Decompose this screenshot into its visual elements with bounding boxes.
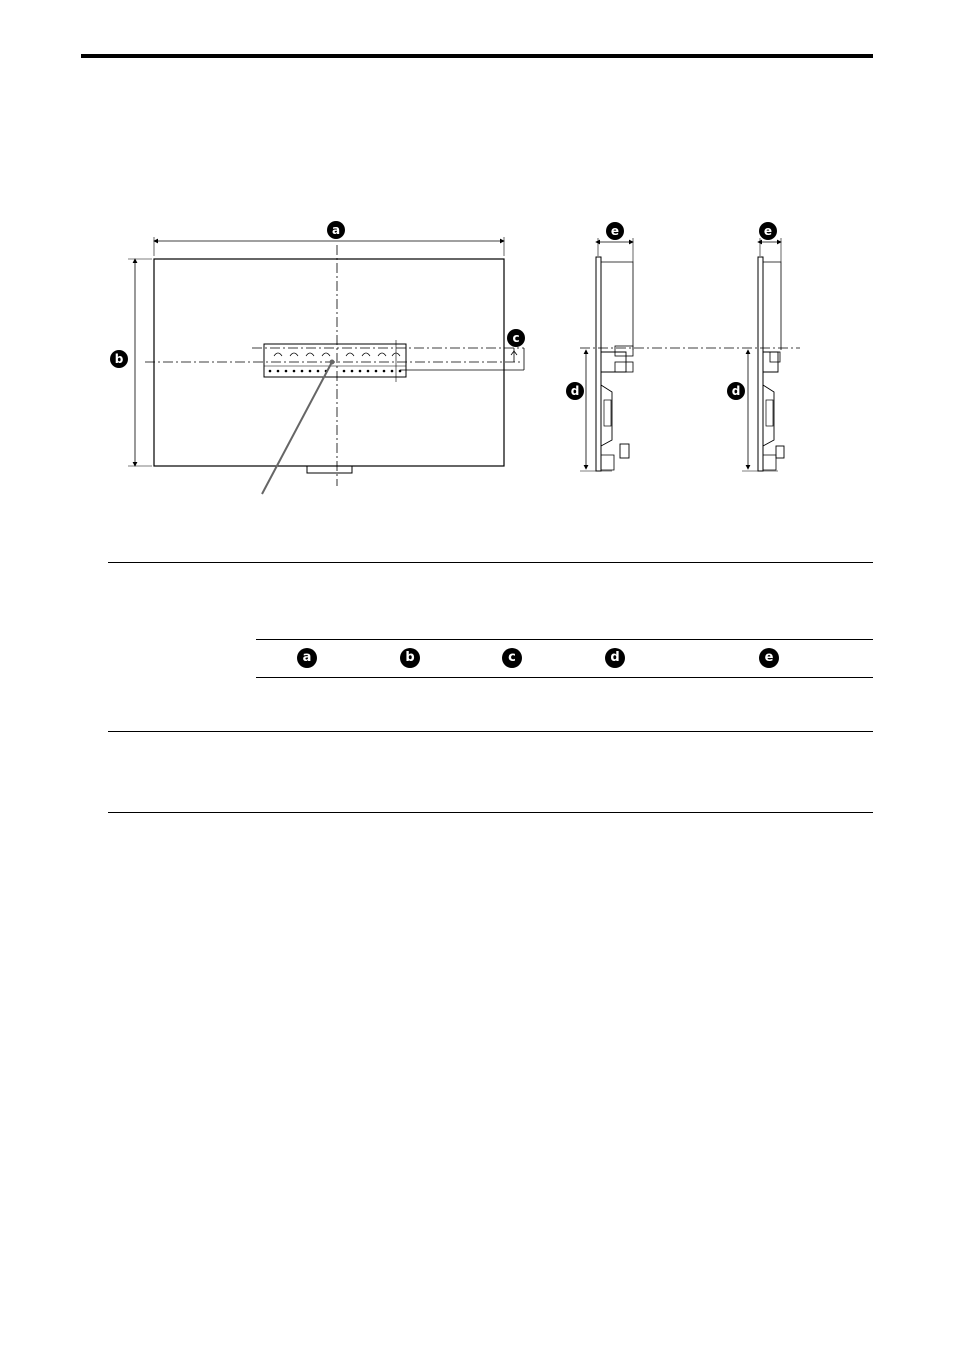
label-b [110,350,128,368]
table-bottom-rule [108,812,873,813]
dimension-table-header [256,640,872,676]
label-d-1 [566,382,584,400]
tv-side-view-2 [742,238,784,471]
tv-front-view [128,237,524,494]
table-header-bottom-rule [256,677,873,678]
wall-mount-dimension-diagram [0,0,954,520]
label-d-1-text: d [570,384,580,398]
label-d-2 [727,382,745,400]
table-mid-rule [108,731,873,732]
header-cell-a: a [297,648,317,668]
table-top-rule [108,562,873,563]
header-cell-d: d [605,648,625,668]
header-cell-e: e [759,648,779,668]
label-a-text: a [331,223,341,237]
header-cell-c: c [502,648,522,668]
label-e-1-text: e [610,224,620,238]
label-c-text: c [512,331,520,345]
label-b-text: b [114,352,124,366]
tv-side-view-1 [580,238,800,471]
label-d-2-text: d [731,384,741,398]
label-c [507,329,525,347]
label-a [327,221,345,239]
label-e-2 [759,222,777,240]
label-e-1 [606,222,624,240]
wall-mount-bracket [264,340,406,382]
header-cell-b: b [400,648,420,668]
label-e-2-text: e [763,224,773,238]
